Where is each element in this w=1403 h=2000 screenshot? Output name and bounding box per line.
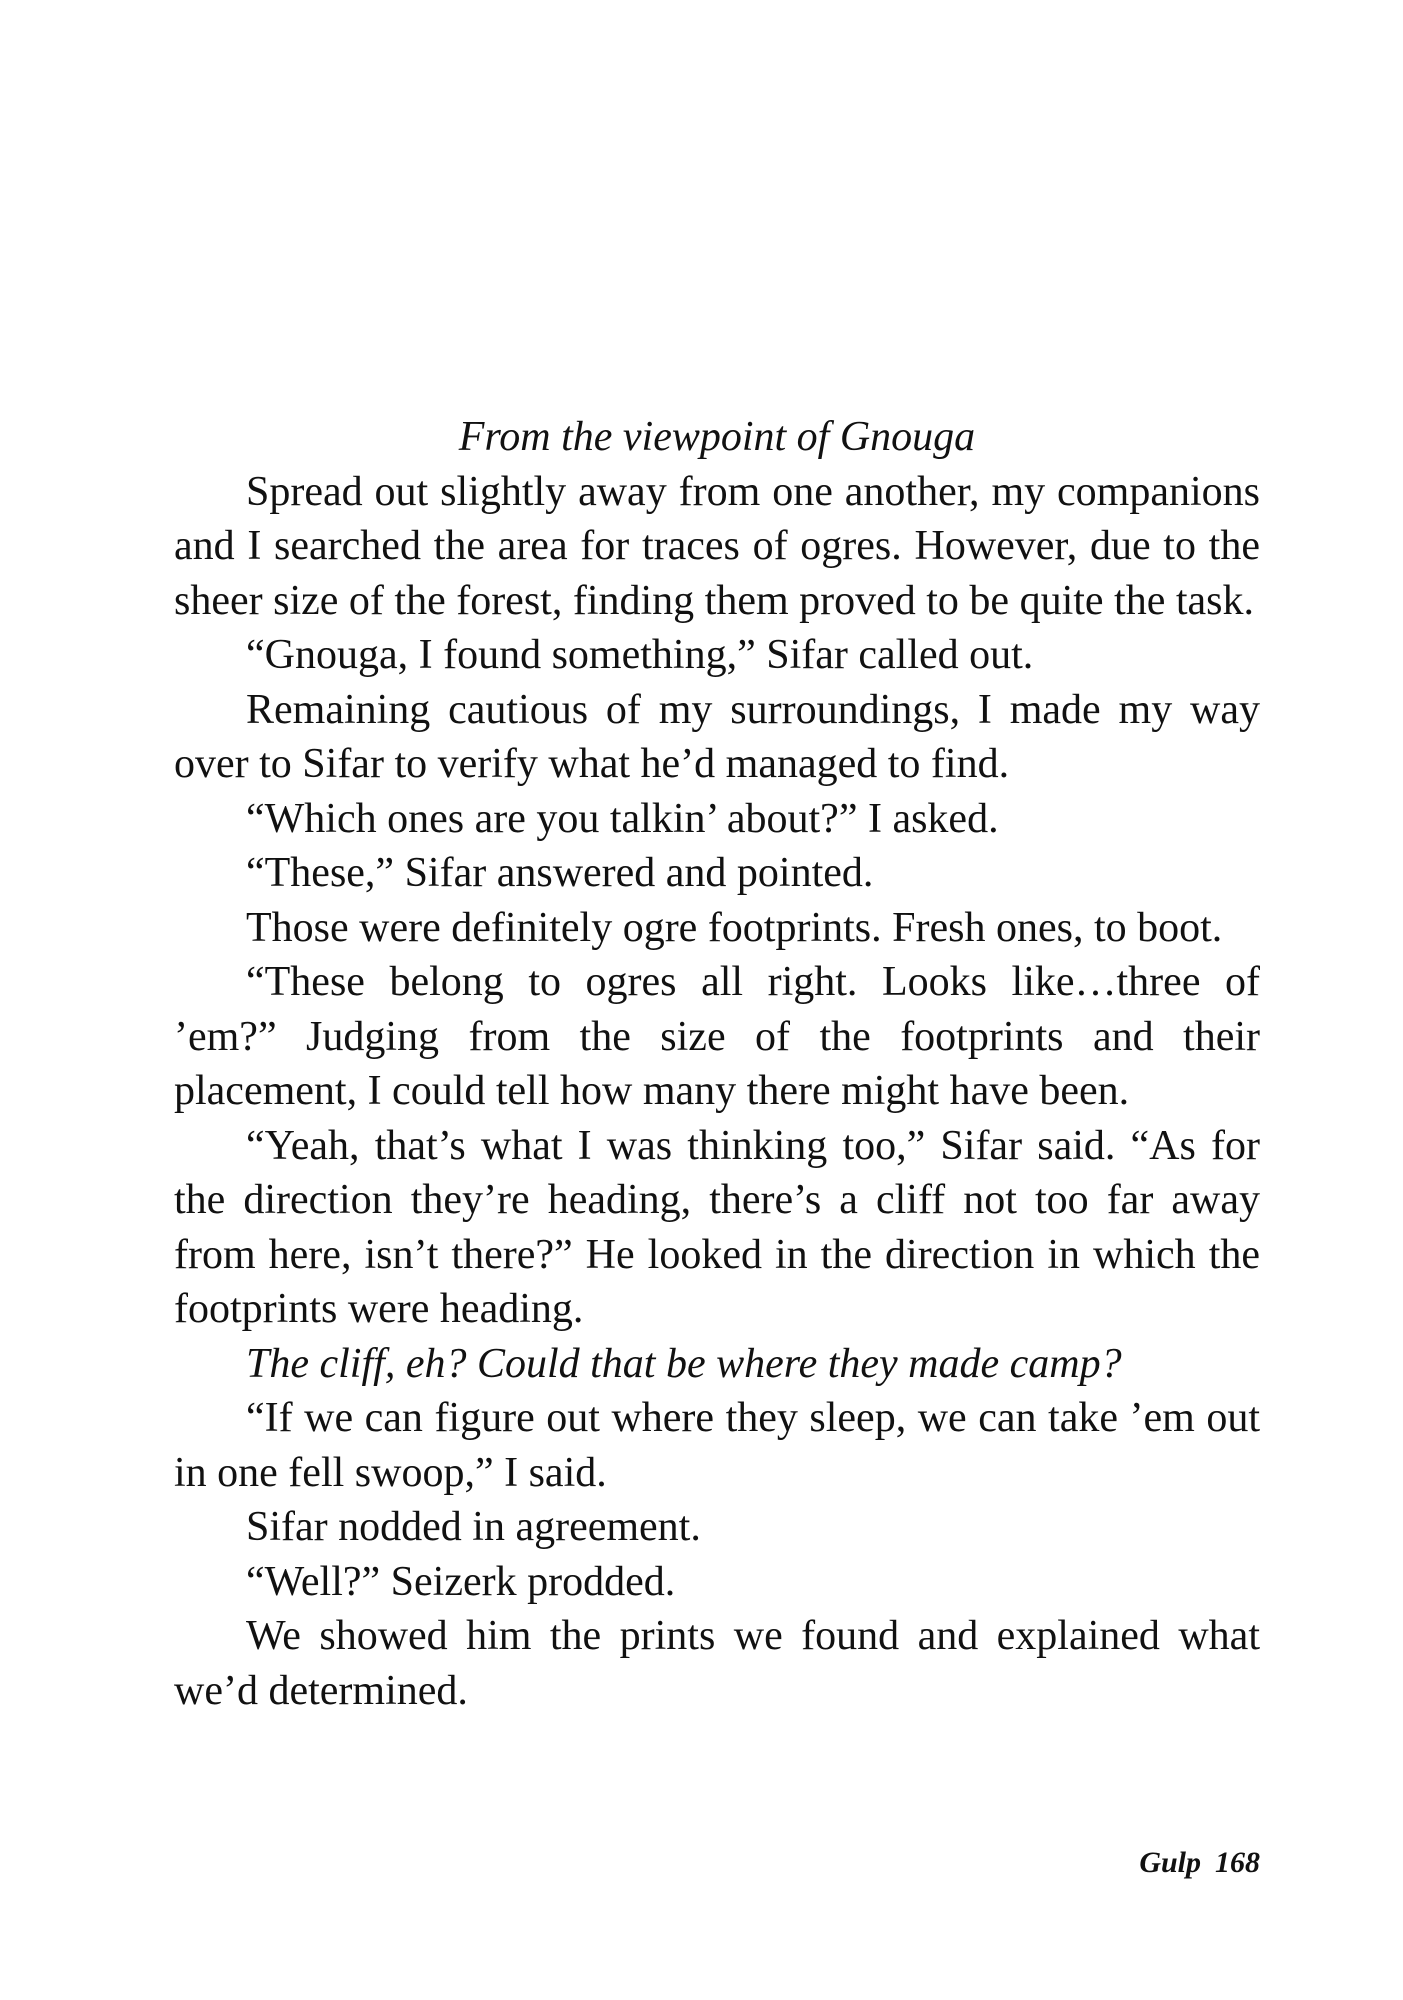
paragraph: We showed him the prints we found and explained what we’d determined. <box>174 1613 1260 1714</box>
paragraph: “Yeah, that’s what I was thinking too,” Sifar said. “As for the direction they’re heading, there’s a cliff not too far away from here, isn’t there?” He looked in the direction in which the footprints were heading. <box>174 1122 1260 1332</box>
page-footer <box>1139 1846 1260 1880</box>
paragraph: “If we can figure out where they sleep, we can take ’em out in one fell swoop,” I said. <box>174 1395 1260 1496</box>
page-number: 168 <box>1215 1846 1260 1879</box>
paragraph: “These,” Sifar answered and pointed. <box>246 850 874 896</box>
paragraph: “These belong to ogres all right. Looks like…three of ’em?” Judging from the size of the footprints and their placement, I could tell how many there might have been. <box>174 959 1260 1114</box>
book-title: Gulp <box>1139 1846 1201 1879</box>
paragraph: Sifar nodded in agreement. <box>246 1504 701 1550</box>
page-body <box>174 410 1260 1718</box>
paragraph: Remaining cautious of my surroundings, I made my way over to Sifar to verify what he’d managed to find. <box>174 686 1260 787</box>
section-heading: From the viewpoint of Gnouga <box>458 414 976 460</box>
paragraph: “Gnouga, I found something,” Sifar called out. <box>246 632 1034 678</box>
paragraph: Spread out slightly away from one another, my companions and I searched the area for traces of ogres. However, due to the sheer size of the forest, finding them proved to be quite the task. <box>174 468 1260 624</box>
paragraph-inner-thought: The cliff, eh? Could that be where they made camp? <box>246 1340 1122 1387</box>
paragraph: “Well?” Seizerk prodded. <box>246 1558 676 1605</box>
paragraph: “Which ones are you talkin’ about?” I asked. <box>246 795 999 842</box>
paragraph: Those were definitely ogre footprints. Fresh ones, to boot. <box>246 904 1223 951</box>
